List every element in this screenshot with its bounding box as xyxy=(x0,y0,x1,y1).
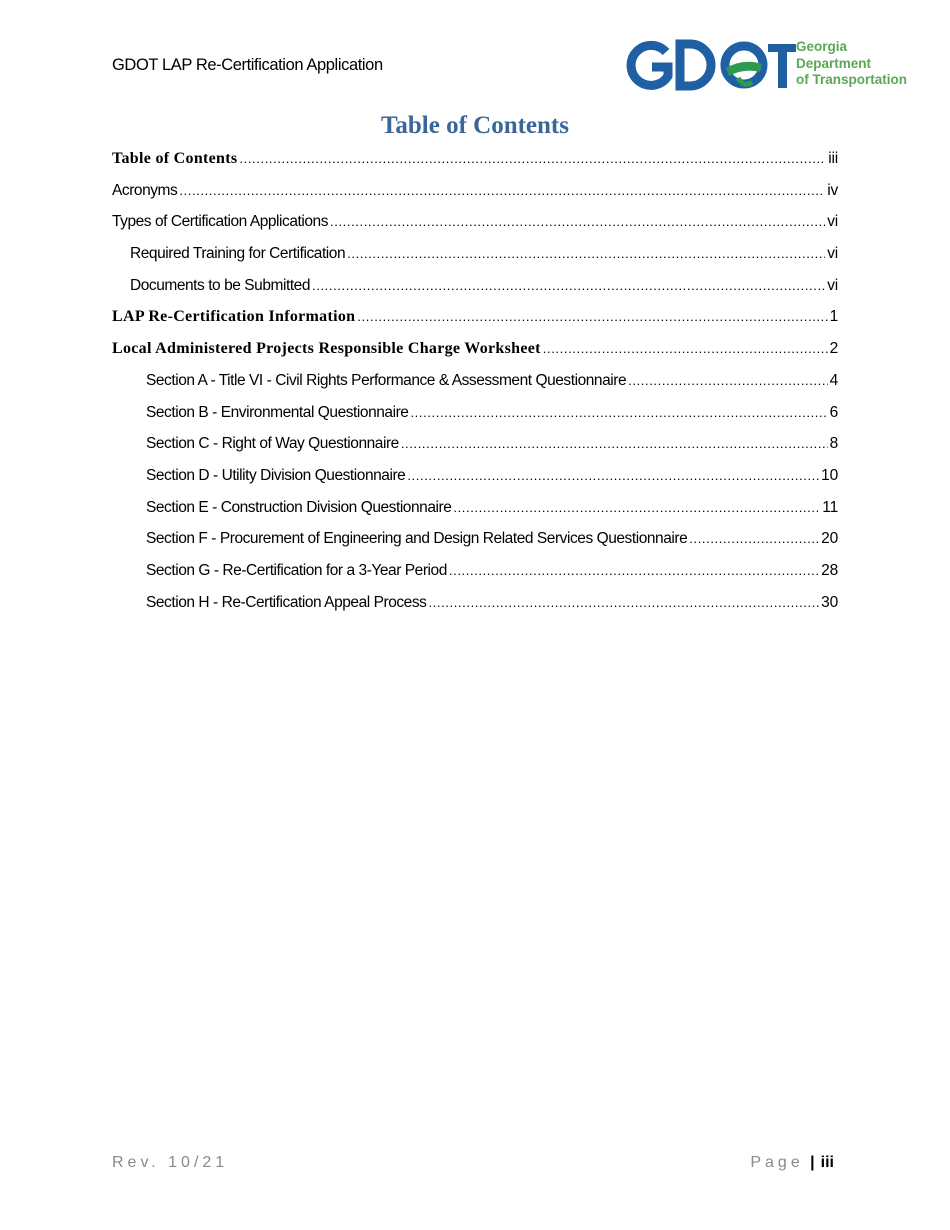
logo-line-department: Department xyxy=(796,55,872,71)
toc-leader-dots xyxy=(410,405,827,420)
toc-entry-page: 6 xyxy=(829,403,838,421)
toc-leader-dots xyxy=(330,214,825,229)
toc-entry-page: vi xyxy=(827,276,838,294)
toc-entry[interactable] xyxy=(112,435,838,467)
toc-entry-label: Section F - Procurement of Engineering and Design Related Services Questionnaire xyxy=(146,530,688,548)
footer-revision: Rev. 10/21 xyxy=(112,1154,229,1171)
toc-leader-dots xyxy=(453,500,820,515)
toc-entry-label: Acronyms xyxy=(112,181,178,199)
footer-page-value: iii xyxy=(820,1154,834,1171)
footer-page-word: Page xyxy=(750,1154,804,1171)
toc-leader-dots xyxy=(428,595,819,610)
toc-entry-page: iii xyxy=(828,150,838,167)
toc-entry-label: Section H - Re-Certification Appeal Process xyxy=(146,593,427,611)
toc-entry[interactable] xyxy=(112,530,838,562)
toc-entry[interactable] xyxy=(112,467,838,499)
toc-leader-dots xyxy=(543,341,828,356)
toc-entry[interactable] xyxy=(112,372,838,404)
toc-entry[interactable] xyxy=(112,277,838,309)
toc-leader-dots xyxy=(347,246,825,261)
footer-separator: | xyxy=(810,1154,815,1171)
toc-entry-page: vi xyxy=(827,213,838,231)
toc-entry[interactable] xyxy=(112,213,838,245)
toc-entry-label: LAP Re-Certification Information xyxy=(112,308,356,326)
toc-entry-page: 11 xyxy=(822,498,838,516)
logo-line-transportation: of Transportation xyxy=(796,72,907,87)
toc-leader-dots xyxy=(628,373,827,388)
footer-page-number xyxy=(750,1154,834,1172)
toc-leader-dots xyxy=(449,563,819,578)
toc-entry-page: 28 xyxy=(821,561,838,579)
toc-leader-dots xyxy=(357,309,827,324)
toc-leader-dots xyxy=(239,151,826,166)
toc-entry[interactable] xyxy=(112,499,838,531)
toc-entry-label: Documents to be Submitted xyxy=(130,276,311,294)
document-header-title: GDOT LAP Re-Certification Application xyxy=(112,56,383,74)
table-of-contents xyxy=(112,150,838,625)
toc-entry-label: Section D - Utility Division Questionnaire xyxy=(146,466,406,484)
toc-entry-page: 8 xyxy=(829,435,838,453)
logo-line-georgia: Georgia xyxy=(796,39,848,54)
gdot-logo xyxy=(626,38,916,94)
toc-entry[interactable] xyxy=(112,562,838,594)
toc-entry-label: Section G - Re-Certification for a 3-Year Period xyxy=(146,561,447,579)
gdot-wordmark-graphic xyxy=(626,38,796,94)
toc-entry[interactable] xyxy=(112,404,838,436)
toc-entry-page: 30 xyxy=(821,593,838,611)
toc-entry-label: Section C - Right of Way Questionnaire xyxy=(146,435,399,453)
toc-leader-dots xyxy=(312,278,825,293)
toc-entry-page: iv xyxy=(827,181,838,199)
toc-entry[interactable] xyxy=(112,340,838,372)
toc-entry[interactable] xyxy=(112,150,838,182)
toc-entry-label: Section B - Environmental Questionnaire xyxy=(146,403,409,421)
toc-entry-page: 4 xyxy=(829,371,838,389)
toc-leader-dots xyxy=(407,468,819,483)
toc-entry-page: 10 xyxy=(821,466,838,484)
toc-entry-page: 1 xyxy=(829,308,838,326)
toc-leader-dots xyxy=(689,531,819,546)
toc-entry-page: 2 xyxy=(829,340,838,358)
toc-entry[interactable] xyxy=(112,594,838,626)
toc-entry-label: Types of Certification Applications xyxy=(112,213,329,231)
logo-agency-name xyxy=(796,39,907,89)
toc-entry-label: Local Administered Projects Responsible Charge Worksheet xyxy=(112,340,541,358)
toc-leader-dots xyxy=(401,436,828,451)
toc-entry[interactable] xyxy=(112,182,838,214)
toc-entry-label: Section E - Construction Division Questionnaire xyxy=(146,498,452,516)
toc-entry-label: Section A - Title VI - Civil Rights Performance & Assessment Questionnaire xyxy=(146,371,627,389)
toc-entry[interactable] xyxy=(112,245,838,277)
toc-entry-page: 20 xyxy=(821,530,838,548)
toc-entry-page: vi xyxy=(827,245,838,263)
toc-leader-dots xyxy=(179,183,825,198)
toc-entry-label: Required Training for Certification xyxy=(130,245,346,263)
toc-entry[interactable] xyxy=(112,308,838,340)
toc-entry-label: Table of Contents xyxy=(112,150,238,167)
toc-heading: Table of Contents xyxy=(381,112,569,139)
